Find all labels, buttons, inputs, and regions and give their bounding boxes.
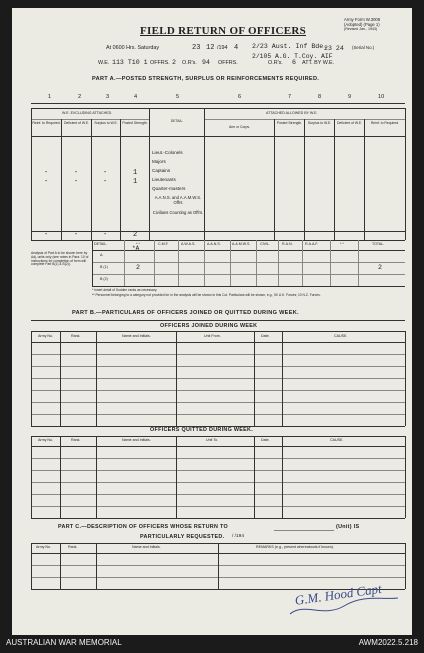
joined-col-rank: Rank. [71, 334, 81, 338]
analysis-col-cmf: C.M.F. [158, 242, 169, 246]
header-deficient-we: Deficient of W.E. [63, 121, 90, 125]
we-label: W.E. [98, 60, 110, 66]
header-deficient-we-2: Deficient of W.E. [336, 121, 363, 125]
offrs-label: OFFRS. [150, 60, 170, 66]
quitted-col-unit-to: Unit To. [206, 438, 219, 442]
att-value: 6 [292, 59, 296, 66]
header-detail: DETAIL. [170, 119, 184, 123]
header-surplus-we-2: Surplus to W.E. [307, 121, 332, 125]
detail-quartermasters: Quarter-masters [152, 186, 186, 191]
header-rein-req-2: Reinf. to Required. [370, 121, 400, 125]
analysis-col-total: TOTAL. [372, 242, 385, 246]
col-num-3: 3 [106, 94, 110, 100]
analysis-row-a: A. [100, 253, 104, 257]
entry-dash-5: - [74, 178, 79, 186]
quitted-col-name: Name and Initials. [122, 438, 151, 442]
entry-dash-3: - [103, 169, 108, 177]
col-num-4: 4 [134, 94, 138, 100]
entry-total-dash-2: - [74, 231, 79, 239]
analysis-col-raaf: R.A.A.F. [305, 242, 319, 246]
detail-captains: Captains [152, 168, 171, 173]
ors-label: O.R's. [182, 60, 197, 66]
joined-title: OFFICERS JOINED DURING WEEK [160, 323, 258, 329]
adopted-note: (Adopted) (Page 1) [344, 22, 380, 27]
entry-total-posted: 2 [133, 231, 138, 239]
analysis-col-aans: A.A.N.S. [207, 242, 221, 246]
we-excluding-header: W.E. EXCLUDING ATTACHED. [62, 111, 113, 115]
col-num-10: 10 [378, 94, 385, 100]
analysis-col-aamws: A.A.M.W.S. [232, 242, 251, 246]
header-posted-strength: Posted Strength. [122, 121, 148, 125]
form-title: FIELD RETURN OF OFFICERS [140, 25, 307, 37]
col-num-5: 5 [176, 94, 180, 100]
part-c-col-remarks: REMARKS (e.g., present whereabouts if known). [256, 545, 334, 549]
att-label: ATT. BY W.E. [302, 60, 335, 66]
part-c-requested: PARTICULARLY REQUESTED. [140, 534, 225, 540]
entry-total-dash-1: - [44, 231, 49, 239]
date-year-digit: 4 [234, 44, 239, 52]
quitted-col-army-no: Army No. [38, 438, 53, 442]
col-num-2: 2 [78, 94, 82, 100]
part-c-col-rank: Rank. [68, 545, 78, 549]
joined-col-army-no: Army No. [38, 334, 53, 338]
at-hours-label: At 0600 Hrs. Saturday [106, 45, 160, 51]
army-form-number: Army Form W.3008 [344, 17, 381, 22]
analysis-instruction: Analysis of Part A to be shown here by Adj. units only (see notes in Para. 10 of instructions for completion of form will complete Part B(1) & B(2)). [31, 251, 89, 267]
detail-lieutenants: Lieutenants [152, 177, 176, 182]
footer-accession: AWM2022.5.218 [358, 638, 418, 647]
joined-col-date: Date. [261, 334, 270, 338]
analysis-typed-total: 2 [378, 264, 382, 271]
footer-institution: AUSTRALIAN WAR MEMORIAL [6, 638, 122, 647]
attached-allowed-header: ATTACHED ALLOWED BY W.E. [266, 111, 318, 115]
serial-label: (Serial No.) [352, 45, 375, 50]
joined-col-cause: CAUSE. [334, 334, 348, 338]
detail-lieut-colonels: Lieut.-Colonels [152, 150, 183, 155]
analysis-col-stars-1: * * [136, 242, 140, 246]
quitted-col-cause: CAUSE. [330, 438, 344, 442]
ors-value: 94 [202, 59, 210, 66]
joined-col-name: Name and Initials. [122, 334, 151, 338]
detail-civilians: Civilians Counting as Offrs. [152, 210, 204, 215]
date-year-prefix: /194 [217, 45, 228, 51]
detail-majors: Majors [152, 159, 166, 164]
date-day: 23 [192, 44, 201, 52]
unit-line-1: 2/23 Aust. Inf Bde. [252, 43, 328, 50]
part-c-col-name: Name and Initials. [132, 545, 161, 549]
analysis-col-ran: R.A.N. [282, 242, 293, 246]
footer-bar [0, 635, 424, 653]
entry-dash-4: - [44, 178, 49, 186]
header-posted-strength-2: Posted Strength. [276, 121, 303, 125]
we-value: 113 T10 1 [112, 59, 148, 66]
col-num-6: 6 [238, 94, 242, 100]
signature-flourish [284, 592, 404, 622]
analysis-col-civil: CIVIL. [260, 242, 270, 246]
analysis-row-b1: B (1) [100, 265, 108, 269]
col-num-8: 8 [318, 94, 322, 100]
ors2-label: O.R's. [268, 60, 283, 66]
date-month: 12 [206, 44, 215, 52]
footnote-1: * Insert detail of Sudden ranks as necessary. [92, 288, 158, 292]
entry-dash-1: - [44, 169, 49, 177]
analysis-col-stars-2: * * [340, 242, 344, 246]
joined-col-unit-from: Unit From. [204, 334, 221, 338]
header-arm-corps: Arm or Corps. [228, 125, 251, 129]
analysis-col-detail: DETAIL. [94, 242, 108, 246]
analysis-col-awas: A.W.A.S. [181, 242, 196, 246]
col-num-9: 9 [348, 94, 352, 100]
revised-note: (Revised Jan., 1943) [344, 27, 378, 31]
offrs2-label: OFFRS. [218, 60, 238, 66]
part-b-title: PART B.—PARTICULARS OF OFFICERS JOINED OR QUITTED DURING WEEK. [72, 310, 299, 316]
footnote-2: ** Personnel belonging to a category not provided for in the analysis will be shown in this Col. Particulars will be shown, e.g., 50 U.K. Forces; 10 N.Z. Forces. [92, 293, 321, 297]
part-c-col-army-no: Army No. [36, 545, 51, 549]
part-c-date: / /194 [232, 534, 245, 539]
quitted-col-date: Date. [261, 438, 270, 442]
quitted-col-rank: Rank. [71, 438, 81, 442]
part-c-title: PART C.—DESCRIPTION OF OFFICERS WHOSE RETURN TO [58, 524, 228, 530]
entry-captains-count: 1 [133, 169, 138, 177]
col-num-1: 1 [48, 94, 52, 100]
header-rein-req: Reinf. to Required. [32, 121, 61, 125]
entry-dash-6: - [103, 178, 108, 186]
detail-aans: A.A.N.S. and A.A.M.W.S. Offrs [154, 195, 202, 205]
header-surplus-we: Surplus to W.E. [94, 121, 118, 125]
part-a-title: PART A.—POSTED STRENGTH, SURPLUS OR REINFORCEMENTS REQUIRED. [92, 76, 320, 82]
offrs-value: 2 [172, 59, 176, 66]
unit-line-2: 2/105 A.G. T.Coy. AIF [252, 53, 333, 60]
quitted-title: OFFICERS QUITTED DURING WEEK. [150, 427, 254, 433]
serial-value: 23 24 [324, 45, 344, 52]
analysis-typed-b1: 2 [136, 264, 140, 271]
entry-lieutenants-count: 1 [133, 178, 138, 186]
signature: G.M. Hood Capt [293, 580, 383, 608]
entry-total-dash-3: - [103, 231, 108, 239]
analysis-row-b2: B (2) [100, 277, 108, 281]
col-num-7: 7 [288, 94, 292, 100]
analysis-typed-a: *A [132, 245, 140, 252]
part-c-unit-is: (Unit) IS [336, 524, 360, 530]
form-sheet [12, 8, 412, 635]
entry-dash-2: - [74, 169, 79, 177]
